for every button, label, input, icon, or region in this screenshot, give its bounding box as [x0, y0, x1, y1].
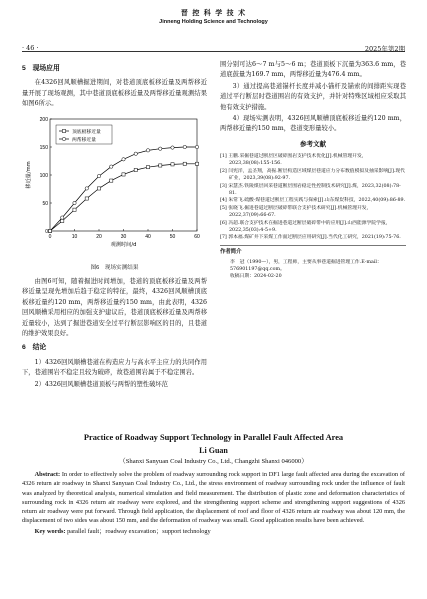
keywords-label: Key words: — [34, 527, 66, 535]
x-tick-label: 30 — [120, 233, 127, 240]
data-point — [97, 186, 100, 189]
received-date: 收稿日期：2024-02-20 — [230, 273, 282, 279]
data-point — [134, 152, 137, 155]
english-title: Practice of Roadway Support Technology in Parallel Fault Affected Area — [83, 433, 344, 442]
reference-item: [2] 闫宪洋，孟圣翔，高振.断层构造区域煤层巷道应力分布数值模拟及抽采影响[J].现代矿业，2023,39(08):92-97. — [220, 168, 405, 182]
y-axis-label: 移近量/mm — [26, 160, 32, 189]
paragraph: 4）现场实测表明，4326回风顺槽顶底板移近量约120 mm，两帮移近量约150 mm，巷道变形量较小。 — [220, 115, 406, 133]
data-point — [183, 145, 186, 148]
data-point — [110, 165, 113, 168]
data-point — [97, 174, 100, 177]
y-tick-label: 100 — [39, 172, 48, 179]
data-point — [85, 197, 88, 200]
journal-title-cn: 晋 控 科 学 技 术 — [180, 8, 247, 17]
english-author: Li Guan — [199, 446, 228, 455]
y-tick-label: 200 — [39, 116, 48, 123]
reference-item: [7] 郭本福.煤矿井下采煤工作面过断层应用研究[J].当代化工研究，2021(19):75-76. — [220, 235, 401, 241]
data-point — [73, 208, 76, 211]
data-point — [61, 219, 64, 222]
figure-6-chart — [22, 111, 207, 261]
data-point — [122, 157, 125, 160]
english-abstract-block — [22, 432, 405, 536]
legend-label: 顶底板移近量 — [72, 129, 101, 135]
right-column — [220, 60, 406, 280]
x-tick-label: 40 — [145, 233, 151, 240]
legend-marker — [62, 129, 65, 132]
journal-title-en: Jinneng Holding Science and Technology — [159, 19, 268, 25]
chart-svg — [22, 111, 207, 261]
data-point — [122, 172, 125, 175]
figure-caption: 图6 现场实测结果 — [90, 264, 139, 271]
x-tick-label: 60 — [194, 233, 200, 240]
data-point — [134, 168, 137, 171]
reference-item: [1] 王鹏.采掘巷道过断层区破碎围岩支护技术优化[J].机械管理开发，2023,38(08):155-156. — [220, 154, 367, 167]
x-tick-label: 10 — [71, 233, 78, 240]
x-axis-label: 观测时间/d — [110, 241, 137, 248]
x-tick-label: 0 — [48, 233, 52, 240]
paragraph: 由图6可知，随着掘进时间增加，巷道的顶底板移近量及两帮移近量呈现先增加后趋于稳定的特征，最终，4326回风顺槽顶底板移近量约120 mm，两帮移近量约150 mm，由此表明，4326回风顺槽采用相应的加强支护建议后，巷道顶底板移近量及两帮移近量较小，达到了掘进巷道安全过平行断层影响区的目的，且巷道的维护效果良好。 — [22, 278, 207, 338]
english-abstract — [22, 470, 405, 526]
paragraph: 2）4326回风顺槽巷道顶板与两帮的塑性破坏范 — [34, 380, 168, 388]
english-keywords — [22, 527, 405, 536]
x-tick-label: 20 — [96, 233, 102, 240]
data-point — [73, 201, 76, 204]
english-affiliation: （Shanxi Sanyuan Coal Industry Co., Ltd., Changzhi Shanxi 046000） — [119, 458, 308, 465]
references-heading: 参考文献 — [300, 140, 326, 148]
reference-item: [4] 朱常飞.硫酸·煤巷道过断层工程实践与探索[J].山东煤炭科技，2022,40(09):86-89. — [220, 198, 406, 204]
data-point — [48, 229, 51, 232]
data-point — [85, 186, 88, 189]
issue-label: 2025年第2期 — [364, 45, 405, 53]
data-point — [146, 148, 149, 151]
paragraph: 围分别可达6～7 m与5～6 m；巷道顶板下沉量为363.6 mm，巷道底鼓量为169.7 mm，两帮移近量为476.4 mm。 — [220, 61, 406, 79]
data-point — [171, 145, 174, 148]
paragraph: 在4326回风顺槽掘进期间，对巷道顶底板移近量及两帮移近量开展了现场观测，其中巷道顶底板移近量及两帮移近量观测结果如图6所示。 — [22, 79, 207, 108]
data-point — [183, 162, 186, 165]
paragraph: 1）4326回风顺槽巷道在构造应力与高水平主应力的共同作用下，巷道围岩不稳定且较为破碎，故巷道围岩属于不稳定围岩。 — [22, 358, 207, 377]
reference-list — [220, 153, 406, 241]
data-point — [195, 145, 198, 148]
author-note — [220, 245, 406, 280]
author-label: 作者简介 — [220, 249, 242, 256]
legend-marker — [62, 137, 65, 140]
data-point — [61, 215, 64, 218]
y-tick-label: 0 — [45, 228, 48, 235]
page-header — [22, 6, 405, 52]
data-point — [159, 164, 162, 167]
reference-item: [5] 张晓飞.掘进巷道过断层破碎带联合支护技术研究[J].机械管理开发，2022,37(09):66-67. — [220, 205, 372, 218]
paragraph: 3）通过提高巷道锚杆长度并减小锚杆及锚索的间排距实现巷道过平行断层时巷道围岩的有效支护，并针对特殊区域相应采取其他有效支护措施。 — [220, 82, 406, 111]
y-tick-label: 50 — [42, 200, 48, 207]
page-number: · 46 · — [22, 44, 39, 52]
data-point — [195, 162, 198, 165]
data-point — [146, 165, 149, 168]
reference-item: [3] 宋慧杰.铁陵煤层回采巷道断层围岩稳定性控制技术研究[J].煤，2023,32(08):78-81. — [220, 183, 401, 196]
section-6-heading: 6 结论 — [22, 344, 47, 352]
data-point — [171, 162, 174, 165]
y-tick-label: 150 — [39, 144, 48, 151]
abstract-label: Abstract: — [34, 471, 61, 478]
data-point — [110, 179, 113, 182]
section-5-heading: 5 现场应用 — [22, 65, 60, 72]
abstract-text: In order to effectively solve the problem of roadway surrounding rock support in DF1 large fault affected area during the excavation of 4326 return air roadway in Shanxi Sanyuan Coal Industry Co., Ltd., the stress environment of roadway surrounding rock under the influence of fault was analyzed by theoretical analysis, numerical simulation and field measurement. The distribution of plastic zone and deformation characteristics of surrounding rock in 4326 return air roadway were explored, and the strengthening support scheme and strengthening support suggestions of 4326 return air roadway were put forward. Through field application, the displacement of roof and floor of 4326 return air roadway was about 120 mm, the displacement of two sides was about 150 mm, and the deformation of roadway was small. Good application results have been achieved. — [22, 471, 406, 525]
data-point — [159, 147, 162, 150]
legend-label: 两帮移近量 — [72, 137, 96, 143]
x-tick-label: 50 — [169, 233, 176, 240]
author-info: 李 冠（1990—），男，工程师，主要从事巷道掘进管理工作.E-mail：576901197@qq.com。 — [230, 259, 382, 272]
reference-item: [6] 冯超.联合支护技术在掘进巷道过断层破碎带中的应用[J].山西能源学院学报，2022,35(03):4-5+9. — [220, 220, 391, 233]
keywords-text: parallel fault；roadway excavation；support technology — [67, 527, 211, 535]
left-column — [22, 60, 207, 391]
